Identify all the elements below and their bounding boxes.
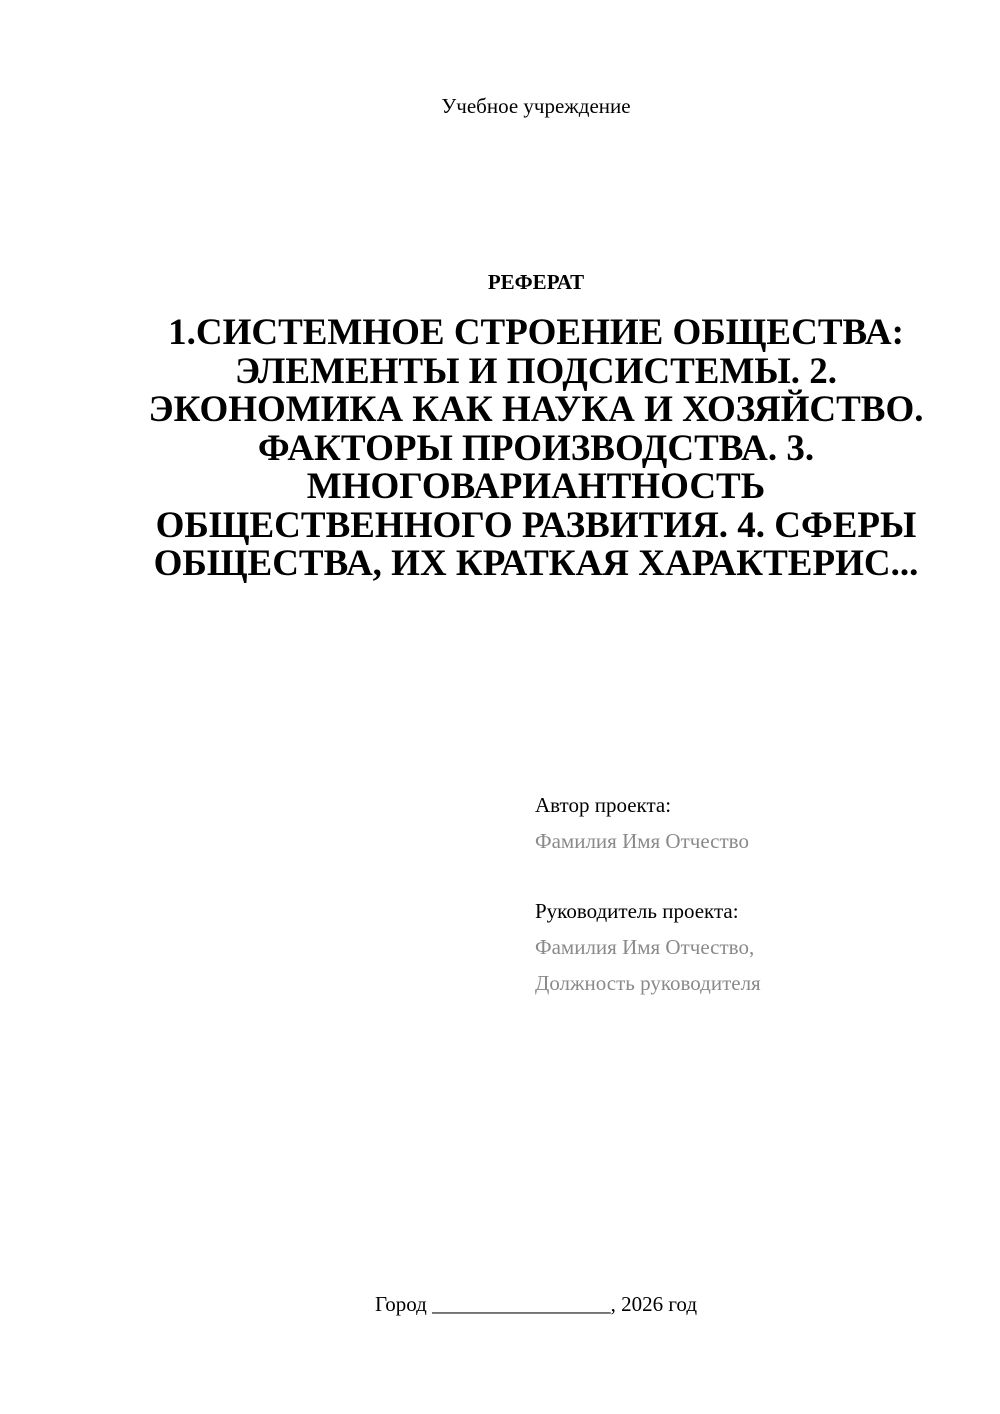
supervisor-block xyxy=(535,893,955,1001)
supervisor-label: Руководитель проекта: xyxy=(535,899,739,923)
city-year-line: Город _________________, 2026 год xyxy=(374,1292,698,1316)
document-topic: 1.СИСТЕМНОЕ СТРОЕНИЕ ОБЩЕСТВА: ЭЛЕМЕНТЫ И ПОДСИСТЕМЫ. 2. ЭКОНОМИКА КАК НАУКА И ХОЗЯЙСТВО. ФАКТОРЫ ПРОИЗВОДСТВА. 3. МНОГОВАРИАНТНОСТЬ ОБЩЕСТВЕННОГО РАЗВИТИЯ. 4. СФЕРЫ ОБЩЕСТВА, ИХ КРАТКАЯ ХАРАКТЕРИС... xyxy=(148,312,924,584)
author-block xyxy=(535,787,955,859)
author-name: Фамилия Имя Отчество xyxy=(535,829,749,853)
supervisor-name: Фамилия Имя Отчество, xyxy=(535,935,755,959)
author-label: Автор проекта: xyxy=(535,793,672,817)
supervisor-position: Должность руководителя xyxy=(535,971,761,995)
document-type: РЕФЕРАТ xyxy=(487,270,585,294)
institution-name: Учебное учреждение xyxy=(441,94,631,118)
